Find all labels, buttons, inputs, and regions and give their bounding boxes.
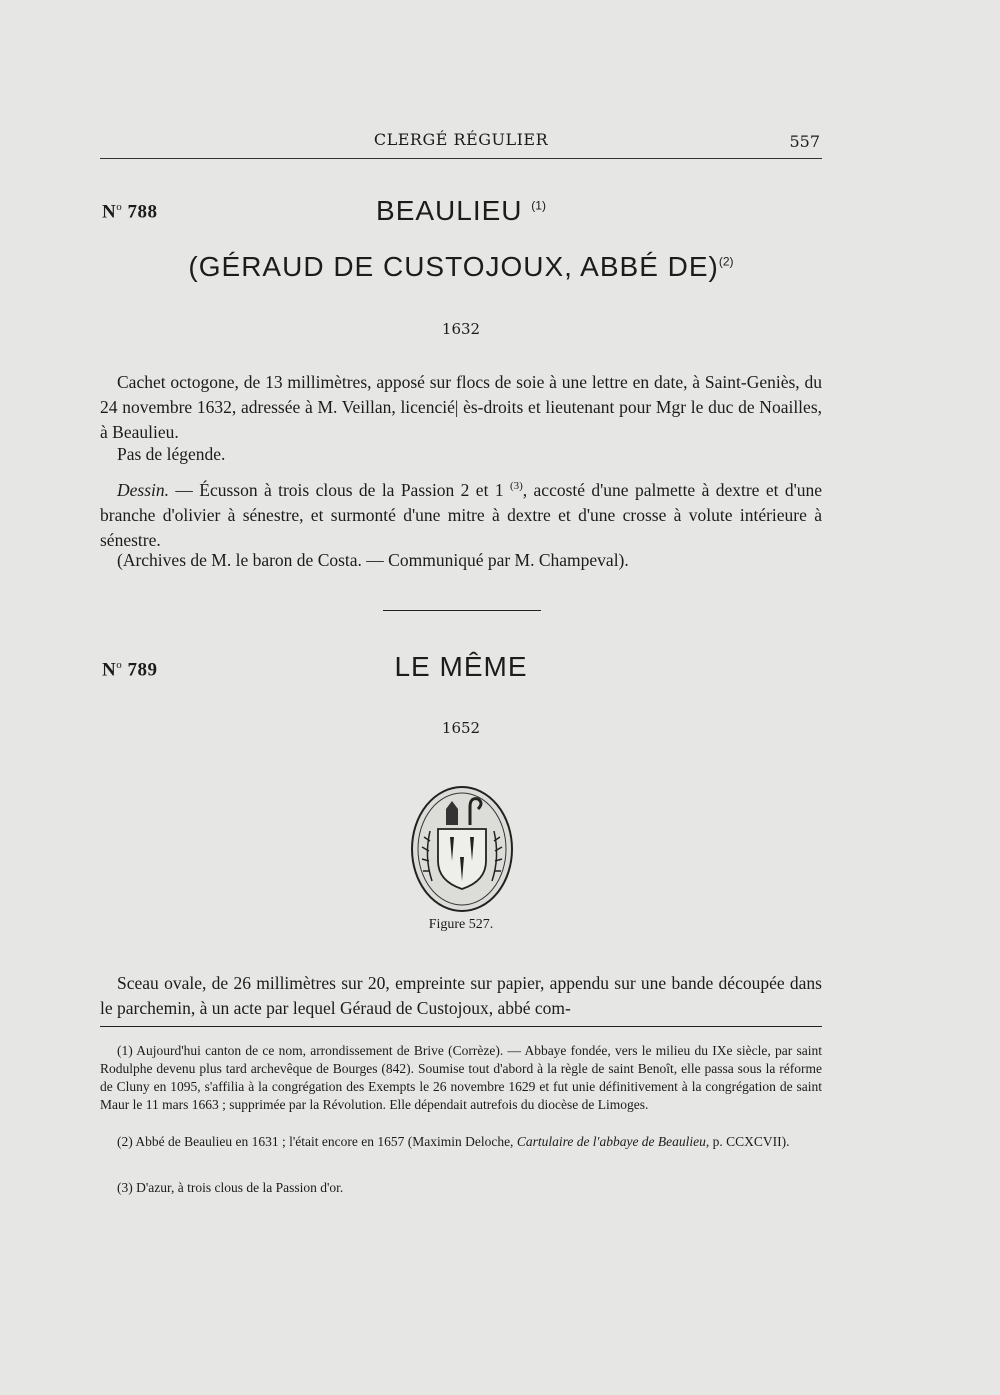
running-title: CLERGÉ RÉGULIER [373, 130, 549, 149]
footnote-1: (1) Aujourd'hui canton de ce nom, arrondissement de Brive (Corrèze). — Abbaye fondée, vers le milieu du IXe siècle, par saint Rodulphe devenu plus tard archevêque de Bourges (842). Soumise tout d'abord à la règle de saint Benoît, elle passa sous la réforme de Cluny en 1095, s'affilia à la congrégation des Exempts le 26 novembre 1629 et fut unie définitivement à la congrégation de saint Maur le 11 mars 1663 ; supprimée par la Révolution. Elle dépendait autrefois du diocèse de Limoges. [100, 1043, 822, 1112]
legend-788: Pas de légende. [117, 444, 226, 464]
footnote-rule [100, 1026, 822, 1027]
entry-subtitle-788: (GÉRAUD DE CUSTOJOUX, ABBÉ DE)$^{(2)}$ [188, 251, 734, 282]
entry-year-788: 1632 [441, 320, 481, 338]
seal-illustration [410, 785, 514, 913]
entry-number-789: $N^o$ 789 [102, 659, 158, 681]
figure-caption: Figure 527. [428, 917, 494, 932]
footnote-3: (3) D'azur, à trois clous de la Passion d'or. [117, 1180, 344, 1195]
entry-title-788: BEAULIEU $^{(1)}$ [376, 195, 546, 226]
page-number: 557 [789, 132, 820, 151]
seal-figure [410, 785, 514, 913]
entry-title-789: LE MÊME [394, 651, 528, 682]
description-788: Cachet octogone, de 13 millimètres, apposé sur flocs de soie à une lettre en date, à Saint-Geniès, du 24 novembre 1632, adressée à M. Veillan, licencié| ès-droits et lieutenant pour Mgr le duc de Noailles, à Beaulieu. [100, 372, 822, 442]
section-divider [383, 610, 541, 611]
source-788: (Archives de M. le baron de Costa. — Communiqué par M. Champeval). [117, 550, 629, 570]
entry-number-788: $N^o$ 788 [102, 201, 158, 223]
entry-year-789: 1652 [441, 719, 481, 737]
description-789: Sceau ovale, de 26 millimètres sur 20, empreinte sur papier, appendu sur une bande découpée dans le parchemin, à un acte par lequel Géraud de Custojoux, abbé com- [100, 973, 822, 1018]
escutcheon-icon [438, 829, 486, 889]
running-header [100, 126, 822, 159]
design-788: Dessin. — Écusson à trois clous de la Passion 2 et 1 $^{(3)}$, accosté d'une palmette à dextre et d'une branche d'olivier à sénestre, et surmonté d'une mitre à dextre et d'une crosse à volute intérieure à sénestre. [100, 479, 822, 550]
footnote-2: (2) Abbé de Beaulieu en 1631 ; l'était encore en 1657 (Maximin Deloche, Cartulaire de l'abbaye de Beaulieu, p. CCXCVII). [117, 1134, 790, 1149]
